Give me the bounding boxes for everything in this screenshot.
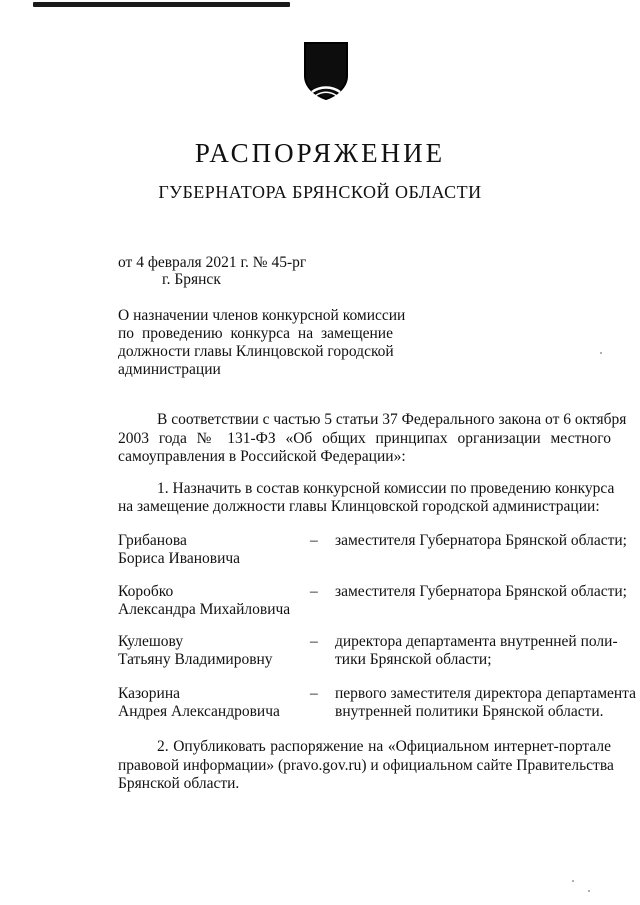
member-3-given-names: Татьяну Владимировну xyxy=(118,651,273,668)
member-2-position: заместителя Губернатора Брянской области; xyxy=(335,583,627,600)
document-date-number: от 4 февраля 2021 г. № 45-рг xyxy=(118,254,307,271)
preamble-line-3: самоуправления в Российской Федерации»: xyxy=(118,448,406,465)
member-1-given-names: Бориса Ивановича xyxy=(118,550,241,567)
scan-speck xyxy=(600,352,602,354)
subject-line-2: по проведению конкурса на замещение xyxy=(118,325,393,342)
member-1-dash: – xyxy=(310,532,318,549)
coat-of-arms-emblem xyxy=(302,40,350,102)
document-subtitle: ГУБЕРНАТОРА БРЯНСКОЙ ОБЛАСТИ xyxy=(158,182,482,202)
item2-line-1: 2. Опубликовать распоряжение на «Официальном интернет-портале xyxy=(157,738,611,755)
member-4-position-line-1: первого заместителя директора департамента xyxy=(335,685,637,702)
scan-edge-bar xyxy=(33,2,290,7)
member-4-given-names: Андрея Александровича xyxy=(118,703,280,720)
member-3-position-line-1: директора департамента внутренней поли- xyxy=(335,633,618,650)
document-city: г. Брянск xyxy=(162,271,221,288)
member-3-position-line-2: тики Брянской области; xyxy=(335,651,492,668)
member-2-dash: – xyxy=(310,583,318,600)
member-2-given-names: Александра Михайловича xyxy=(118,601,291,618)
member-1-surname: Грибанова xyxy=(118,532,187,549)
subject-line-3: должности главы Клинцовской городской xyxy=(118,343,394,360)
member-1-position: заместителя Губернатора Брянской области; xyxy=(335,532,627,549)
member-4-surname: Казорина xyxy=(118,685,181,702)
document-title: РАСПОРЯЖЕНИЕ xyxy=(194,138,446,168)
preamble-line-2: 2003 года № 131-ФЗ «Об общих принципах организации местного xyxy=(118,430,611,447)
member-4-position-line-2: внутренней политики Брянской области. xyxy=(335,703,604,720)
preamble-line-1: В соответствии с частью 5 статьи 37 Федерального закона от 6 октября xyxy=(157,411,627,428)
member-4-dash: – xyxy=(310,685,318,702)
item2-line-3: Брянской области. xyxy=(118,775,240,792)
subject-line-4: администрации xyxy=(118,361,221,378)
member-3-surname: Кулешову xyxy=(118,633,184,650)
member-3-dash: – xyxy=(310,633,318,650)
member-2-surname: Коробко xyxy=(118,583,174,600)
item2-line-2: правовой информации» (pravo.gov.ru) и официальном сайте Правительства xyxy=(118,757,614,774)
item1-line-1: 1. Назначить в состав конкурсной комиссии по проведению конкурса xyxy=(157,480,615,497)
scan-speck xyxy=(588,890,590,892)
subject-line-1: О назначении членов конкурсной комиссии xyxy=(118,307,406,324)
scan-speck xyxy=(572,880,574,882)
item1-line-2: на замещение должности главы Клинцовской городской администрации: xyxy=(118,498,600,515)
